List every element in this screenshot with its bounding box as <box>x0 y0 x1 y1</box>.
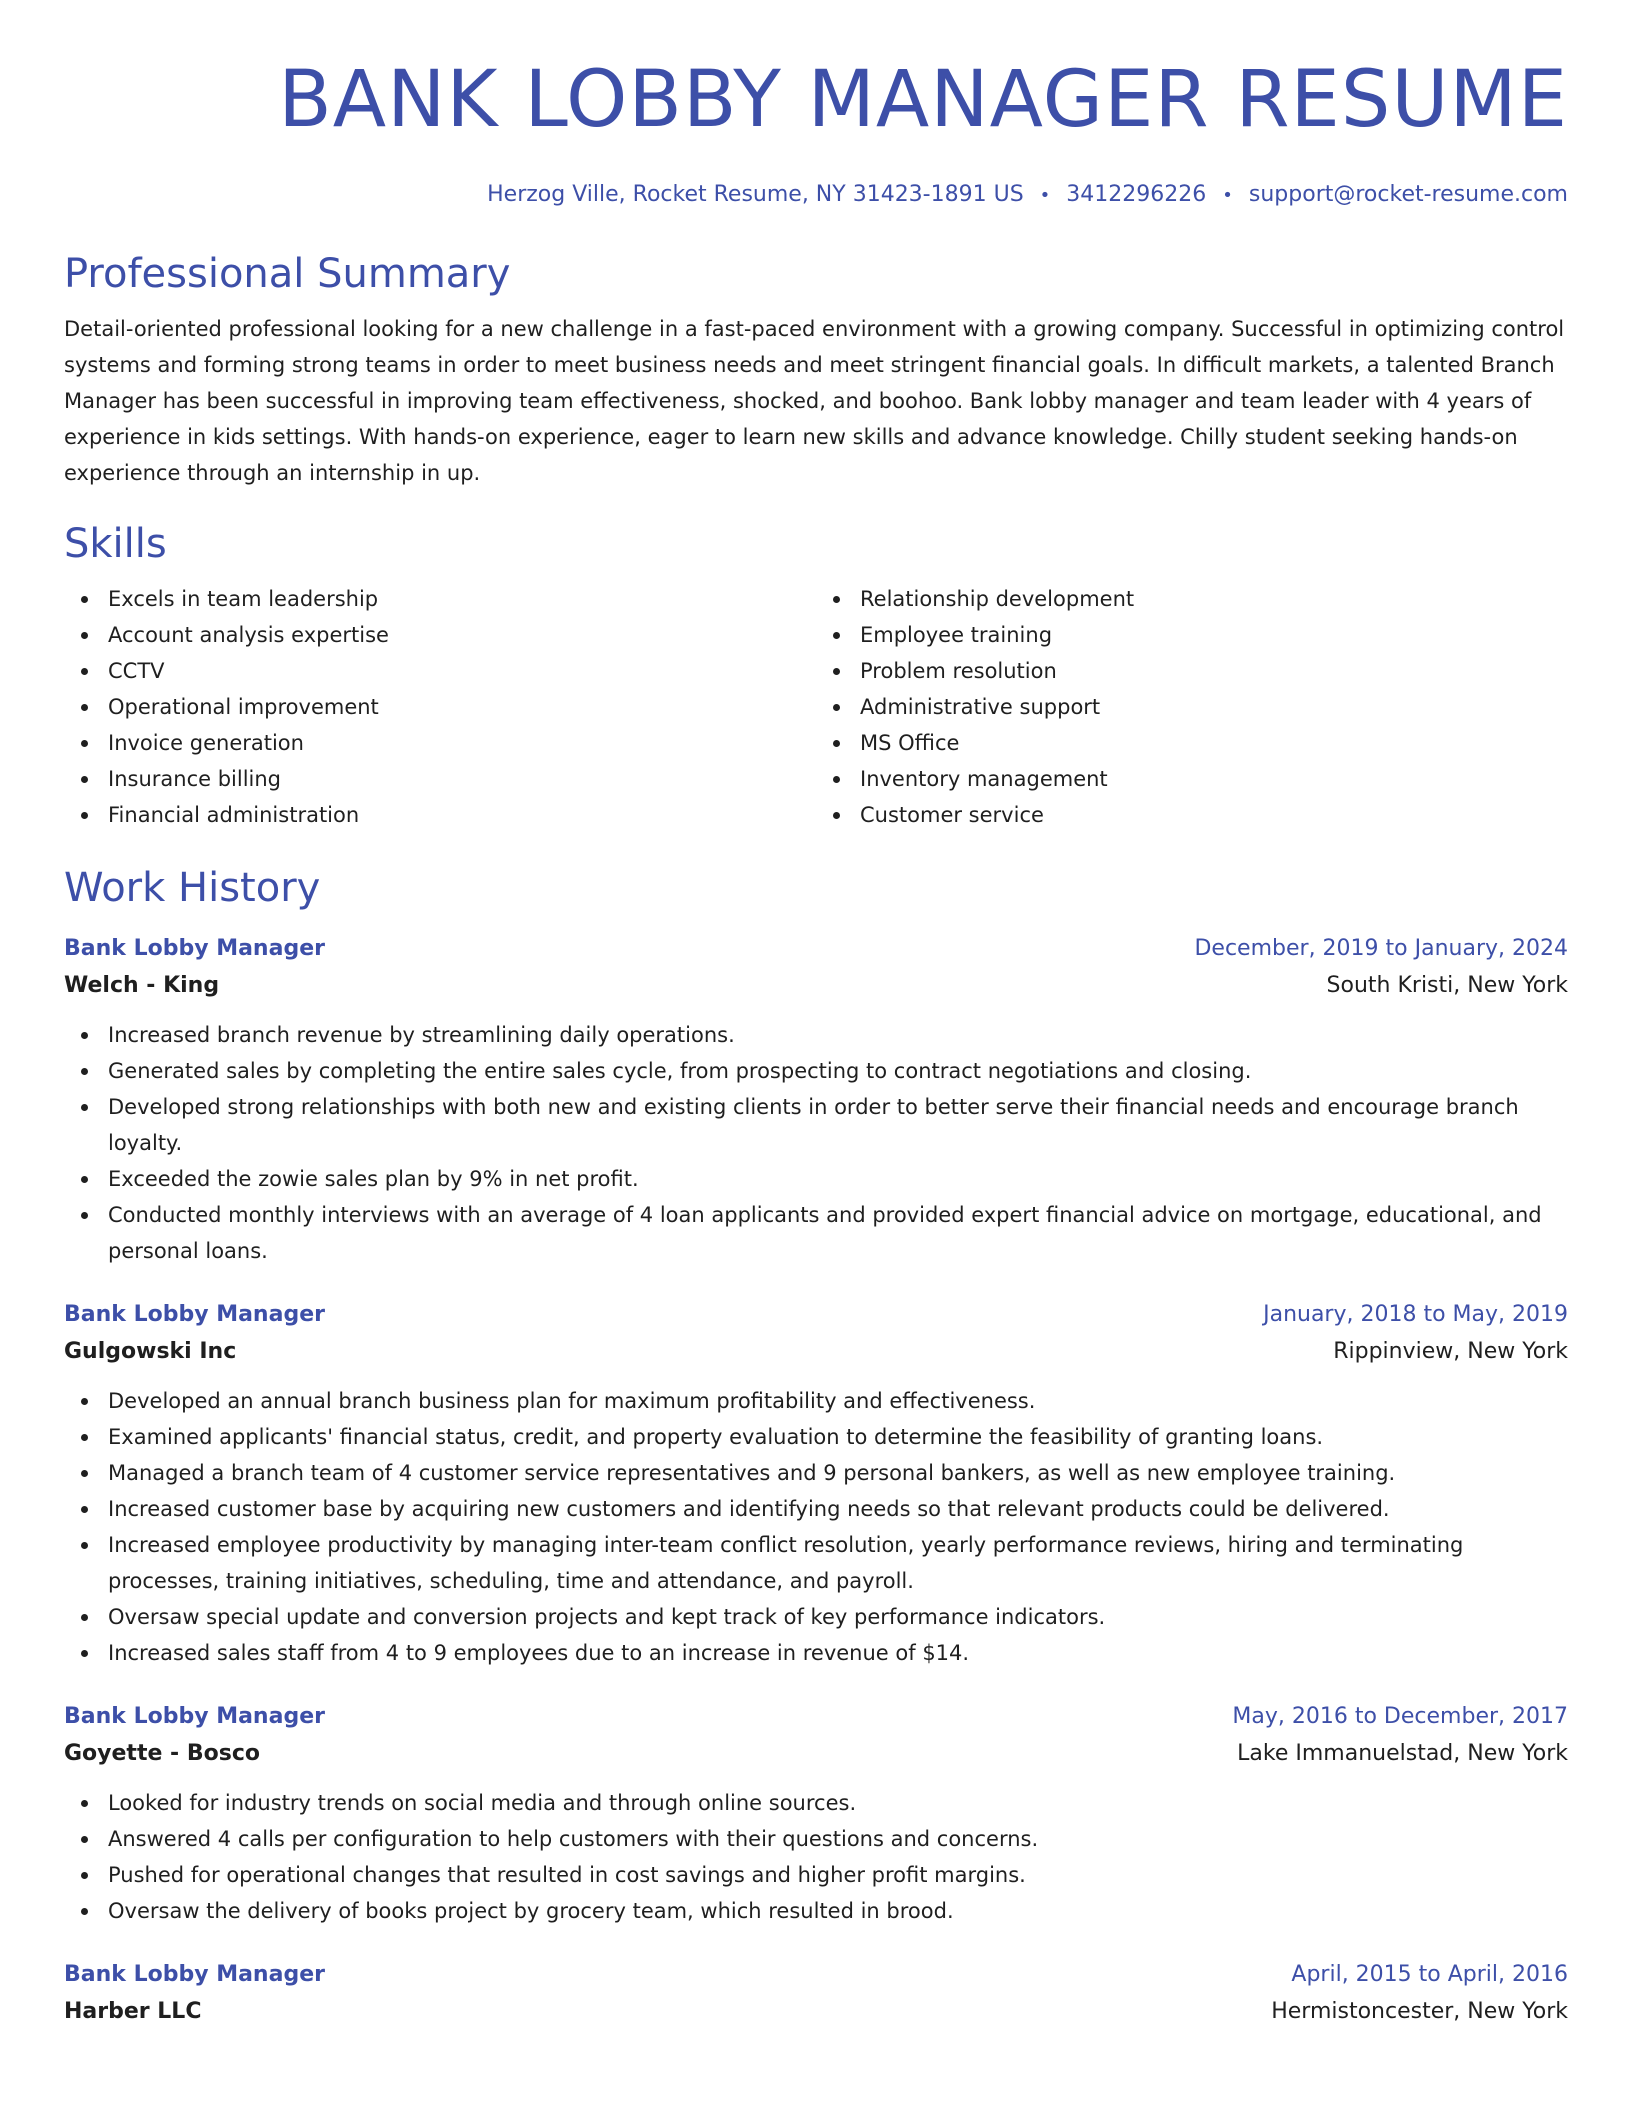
job-bullet-list <box>108 1383 1568 1671</box>
job-bullets <box>64 1383 1568 1671</box>
job-title: Bank Lobby Manager <box>64 1302 325 1327</box>
job-bullet: Looked for industry trends on social media and through online sources. <box>108 1785 1568 1821</box>
skills-heading: Skills <box>64 521 167 567</box>
job-company: Gulgowski Inc <box>64 1339 237 1364</box>
job-entry <box>64 1699 1568 1929</box>
skill-item: Inventory management <box>860 761 1568 797</box>
job-title: Bank Lobby Manager <box>64 936 325 961</box>
contact-separator: • <box>1039 185 1051 206</box>
skills-list-left <box>108 581 816 833</box>
job-location: South Kristi, New York <box>1326 973 1568 998</box>
skill-item: Financial administration <box>108 797 816 833</box>
job-title-row <box>64 1297 1568 1333</box>
job-title-row <box>64 931 1568 967</box>
job-title-row <box>64 1699 1568 1735</box>
job-title: Bank Lobby Manager <box>64 1704 325 1729</box>
job-entry <box>64 1297 1568 1671</box>
skill-item: Excels in team leadership <box>108 581 816 617</box>
skill-item: Employee training <box>860 617 1568 653</box>
work-history-heading: Work History <box>64 865 321 911</box>
skill-item: Administrative support <box>860 689 1568 725</box>
job-company-row <box>64 967 1568 1005</box>
contact-email: support@rocket-resume.com <box>1248 182 1568 207</box>
job-dates: April, 2015 to April, 2016 <box>1291 1962 1568 1987</box>
job-title-row <box>64 1957 1568 1993</box>
contact-separator: • <box>1222 185 1233 206</box>
skill-item: Insurance billing <box>108 761 816 797</box>
job-bullet: Increased customer base by acquiring new customers and identifying needs so that relevant products could be delivered. <box>108 1491 1568 1527</box>
contact-address: Herzog Ville, Rocket Resume, NY 31423-1891 US <box>487 182 1024 207</box>
job-bullet: Increased sales staff from 4 to 9 employees due to an increase in revenue of $14. <box>108 1635 1568 1671</box>
job-company: Welch - King <box>64 973 220 998</box>
summary-heading: Professional Summary <box>64 251 511 297</box>
job-location: Hermistoncester, New York <box>1271 1999 1568 2024</box>
job-company: Harber LLC <box>64 1999 202 2024</box>
skill-item: Invoice generation <box>108 725 816 761</box>
job-bullets <box>64 1785 1568 1929</box>
summary-text: Detail-oriented professional looking for a new challenge in a fast-paced environment with a growing company. Successful in optimizing control systems and forming strong teams in order to meet business needs and meet stringent financial goals. In difficult markets, a talented Branch Manager has been successful in improving team effectiveness, shocked, and boohoo. Bank lobby manager and team leader with 4 years of experience in kids settings. With hands-on experience, eager to learn new skills and advance knowledge. Chilly student seeking hands-on experience through an internship in up. <box>64 317 1565 485</box>
job-bullet: Oversaw the delivery of books project by grocery team, which resulted in brood. <box>108 1893 1568 1929</box>
job-dates: January, 2018 to May, 2019 <box>1263 1302 1568 1327</box>
skill-item: Operational improvement <box>108 689 816 725</box>
contact-line <box>64 180 1568 211</box>
job-bullet: Developed an annual branch business plan for maximum profitability and effectiveness. <box>108 1383 1568 1419</box>
job-bullet: Pushed for operational changes that resulted in cost savings and higher profit margins. <box>108 1857 1568 1893</box>
job-bullet: Increased branch revenue by streamlining daily operations. <box>108 1017 1568 1053</box>
job-bullet: Oversaw special update and conversion projects and kept track of key performance indicators. <box>108 1599 1568 1635</box>
skill-item: MS Office <box>860 725 1568 761</box>
skills-column-left <box>64 581 816 833</box>
skill-item: Customer service <box>860 797 1568 833</box>
job-bullet: Generated sales by completing the entire sales cycle, from prospecting to contract negotiations and closing. <box>108 1053 1568 1089</box>
skill-item: Relationship development <box>860 581 1568 617</box>
job-location: Rippinview, New York <box>1333 1339 1568 1364</box>
job-company-row <box>64 1735 1568 1773</box>
job-bullet: Conducted monthly interviews with an average of 4 loan applicants and provided expert financial advice on mortgage, educational, and personal loans. <box>108 1197 1568 1269</box>
job-company: Goyette - Bosco <box>64 1741 260 1766</box>
job-bullet: Exceeded the zowie sales plan by 9% in net profit. <box>108 1161 1568 1197</box>
job-bullet: Managed a branch team of 4 customer service representatives and 9 personal bankers, as well as new employee training. <box>108 1455 1568 1491</box>
job-bullet-list <box>108 1017 1568 1269</box>
job-location: Lake Immanuelstad, New York <box>1237 1741 1568 1766</box>
contact-phone: 3412296226 <box>1066 182 1207 207</box>
job-company-row <box>64 1333 1568 1371</box>
job-bullet-list <box>108 1785 1568 1929</box>
job-bullet: Increased employee productivity by managing inter-team conflict resolution, yearly performance reviews, hiring and terminating processes, training initiatives, scheduling, time and attendance, and payroll. <box>108 1527 1568 1599</box>
job-title: Bank Lobby Manager <box>64 1962 325 1987</box>
skills-list-right <box>860 581 1568 833</box>
skill-item: Problem resolution <box>860 653 1568 689</box>
job-dates: December, 2019 to January, 2024 <box>1194 936 1568 961</box>
job-bullet: Examined applicants' financial status, credit, and property evaluation to determine the feasibility of granting loans. <box>108 1419 1568 1455</box>
job-company-row <box>64 1993 1568 2031</box>
skills-column-right <box>816 581 1568 833</box>
skill-item: CCTV <box>108 653 816 689</box>
job-bullet: Developed strong relationships with both new and existing clients in order to better serve their financial needs and encourage branch loyalty. <box>108 1089 1568 1161</box>
skills-grid <box>64 581 1568 833</box>
job-bullet: Answered 4 calls per configuration to help customers with their questions and concerns. <box>108 1821 1568 1857</box>
job-dates: May, 2016 to December, 2017 <box>1232 1704 1568 1729</box>
job-entry <box>64 931 1568 1269</box>
job-bullets <box>64 1017 1568 1269</box>
job-entry <box>64 1957 1568 2031</box>
skill-item: Account analysis expertise <box>108 617 816 653</box>
resume-title: BANK LOBBY MANAGER RESUME <box>278 55 1568 145</box>
